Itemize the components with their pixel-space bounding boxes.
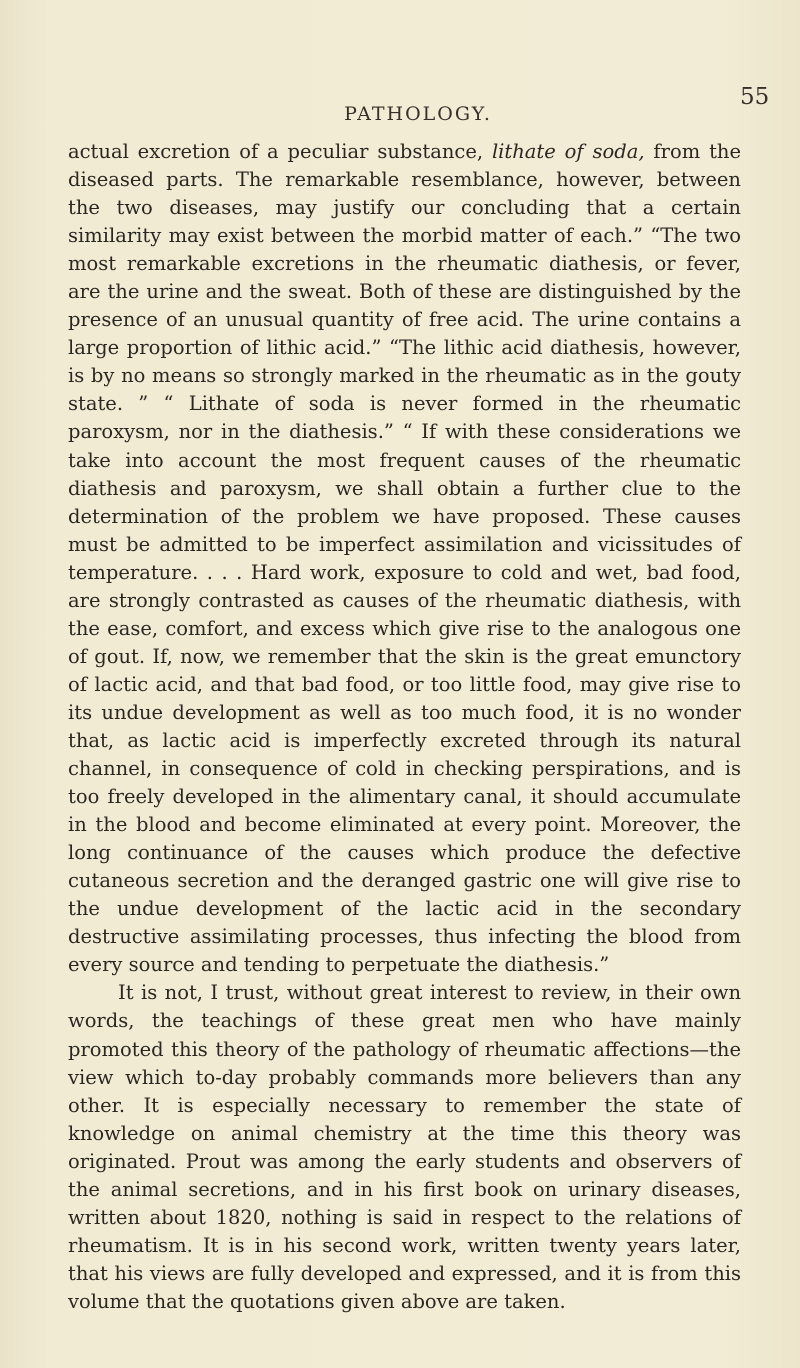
paragraph-1-part-2: from the diseased parts. The remarkable resemblance, however, between the two diseases, may justify our concluding that a certain similarity may exist between the morbid matter of each.” “The two most remarkable excretions in the rheumatic diathesis, or fever, are the urine and the sweat. Both of these are distinguished by the presence of an unusual quantity of free acid. The urine contains a large proportion of lithic acid.” “The lithic acid diathesis, however, is by no means so strongly marked in the rheumatic as in the gouty state. ” “ Lithate of soda is never formed in the rheumatic paroxysm, nor in the diathesis.” “ If with these considerations we take into account the most frequent causes of the rheumatic diathesis and paroxysm, we shall obtain a further clue to the determination of the problem we have proposed. These causes must be admitted to be imperfect assimilation and vicissitudes of temperature. . . . Hard work, exposure to cold and wet, bad food, are strongly contrasted as causes of the rheumatic diathesis, with the ease, comfort, and excess which give rise to the analogous one of gout. If, now, we remember that the skin is the great emunctory of lactic acid, and that bad food, or too little food, may give rise to its undue development as well as too much food, it is no wonder that, as lactic acid is imperfectly excreted through its natural channel, in consequence of cold in checking perspirations, and is too freely developed in the alimentary canal, it should accumulate in the blood and become eliminated at every point. Moreover, the long continuance of the causes which produce the defective cutaneous secretion and the deranged gastric one will give rise to the undue development of the lactic acid in the secondary destructive assimilating processes, thus infecting the blood from every source and tending to perpetuate the diathesis.” (68, 140, 741, 977)
page-number: 55 (740, 84, 770, 110)
paragraph-2: It is not, I trust, without great interest to review, in their own words, the teachings of these great men who have mainly promoted this theory of the pathology of rheumatic affections—the view which to-day probably commands more believers than any other. It is especially necessary to remember the state of knowledge on animal chemistry at the time this theory was originated. Prout was among the early students and observers of the animal secretions, and in his first book on urinary diseases, written about 1820, nothing is said in respect to the relations of rheumatism. It is in his second work, written twenty years later, that his views are fully developed and expressed, and it is from this volume that the quotations given above are taken. (68, 981, 741, 1313)
paragraph-continued (68, 138, 741, 979)
body-text (68, 138, 741, 1316)
paragraph-1-italic-term: lithate of soda, (491, 140, 645, 163)
paragraph-1-part-1: actual excretion of a peculiar substance, (68, 140, 492, 163)
running-title: PATHOLOGY. (344, 103, 492, 125)
